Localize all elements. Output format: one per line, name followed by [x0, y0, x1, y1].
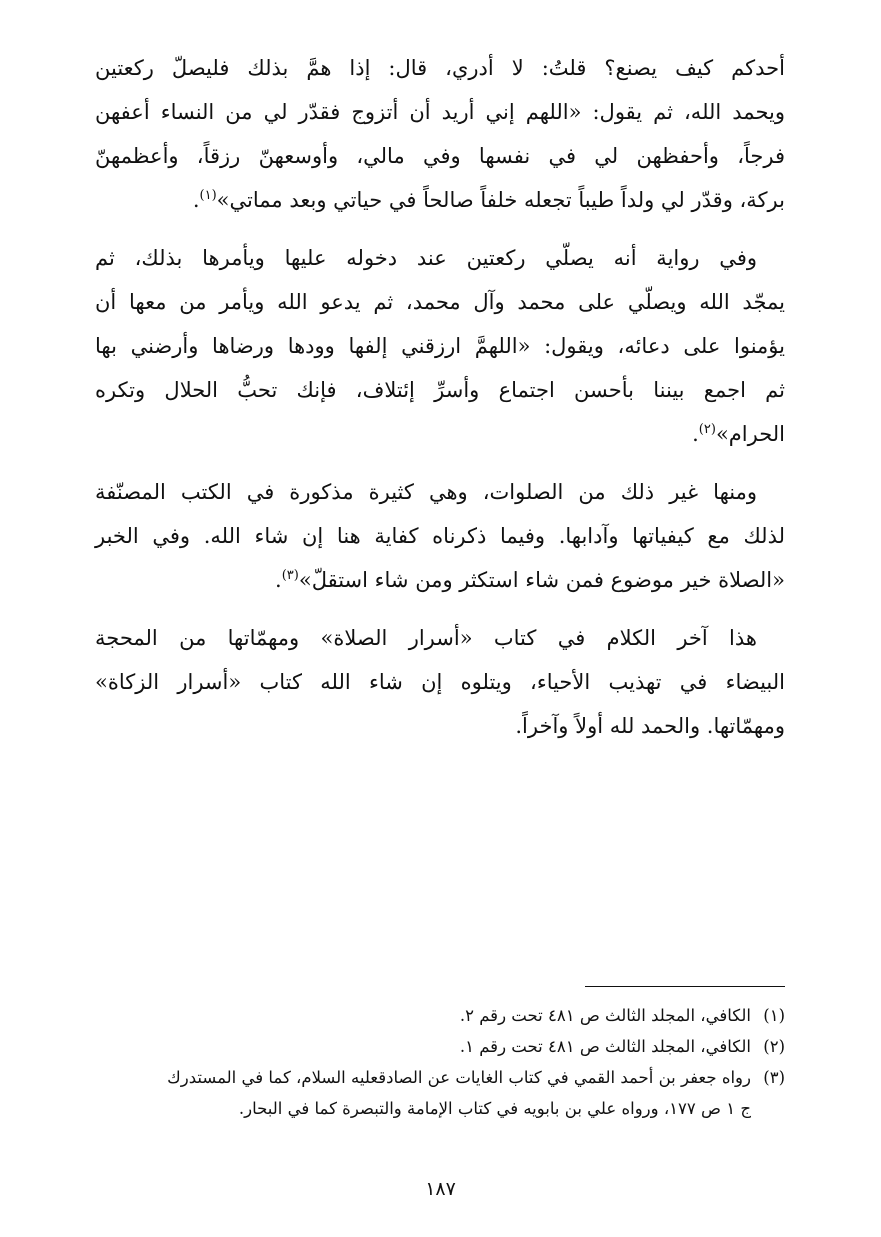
text-fragment: «الصلاة خير موضوع فمن شاء استكثر ومن شاء استقلّ»	[298, 568, 785, 592]
text-fragment: الحرام»	[715, 422, 785, 446]
text-line: فرجاً، وأحفظهن لي في نفسها وفي مالي، وأوسعهنّ رزقاً، وأعظمهنّ	[95, 144, 785, 168]
footnotes	[95, 1000, 785, 1124]
text-line-last: ومهمّاتها. والحمد لله أولاً وآخراً.	[515, 714, 785, 738]
paragraph-1	[95, 46, 785, 222]
main-text	[95, 46, 785, 762]
footnote-text: الكافي، المجلد الثالث ص ٤٨١ تحت رقم ١.	[459, 1037, 751, 1056]
footnote-3-continuation: ج ١ ص ١٧٧، ورواه علي بن بابويه في كتاب الإمامة والتبصرة كما في البحار.	[238, 1099, 751, 1118]
footnote-number: (٢)	[763, 1037, 785, 1056]
paragraph-2	[95, 236, 785, 456]
text-line-last	[95, 178, 785, 222]
footnote-reference-2[interactable]: (٢)	[698, 422, 716, 437]
footnote-number: (١)	[763, 1006, 785, 1025]
footnote-reference-3[interactable]: (٣)	[281, 568, 299, 583]
footnote-2	[95, 1031, 785, 1062]
text-line: ثم اجمع بيننا بأحسن اجتماع وأسرِّ إئتلاف، فإنك تحبُّ الحلال وتكره	[95, 378, 785, 402]
page-number: ١٨٧	[425, 1178, 456, 1200]
sentence-end: .	[692, 422, 699, 446]
paragraph-3	[95, 470, 785, 602]
footnote-text: الكافي، المجلد الثالث ص ٤٨١ تحت رقم ٢.	[459, 1006, 751, 1025]
text-line: يؤمنوا على دعائه، ويقول: «اللهمَّ ارزقني إلفها وودها ورضاها وأرضني بها	[95, 334, 785, 358]
sentence-end: .	[275, 568, 282, 592]
footnote-3	[95, 1062, 785, 1093]
text-line: هذا آخر الكلام في كتاب «أسرار الصلاة» ومهمّاتها من المحجة	[95, 626, 757, 650]
text-line: ويحمد الله، ثم يقول: «اللهم إني أريد أن أتزوج فقدّر لي من النساء أعفهن	[95, 100, 785, 124]
text-line-last	[95, 412, 785, 456]
footnote-text: رواه جعفر بن أحمد القمي في كتاب الغايات عن الصادقعليه السلام، كما في المستدرك	[167, 1068, 751, 1087]
text-line-last	[95, 558, 785, 602]
footnote-divider	[585, 986, 785, 987]
text-line: البيضاء في تهذيب الأحياء، ويتلوه إن شاء الله كتاب «أسرار الزكاة»	[95, 670, 785, 694]
text-line: وفي رواية أنه يصلّي ركعتين عند دخوله عليها ويأمرها بذلك، ثم	[95, 246, 757, 270]
footnote-1	[95, 1000, 785, 1031]
text-fragment: بركة، وقدّر لي ولداً طيباً تجعله خلفاً صالحاً في حياتي وبعد مماتي»	[216, 188, 785, 212]
text-line: لذلك مع كيفياتها وآدابها. وفيما ذكرناه كفاية هنا إن شاء الله. وفي الخبر	[95, 524, 785, 548]
text-line: يمجّد الله ويصلّي على محمد وآل محمد، ثم يدعو الله ويأمر من معها أن	[95, 290, 785, 314]
footnote-reference-1[interactable]: (١)	[199, 188, 217, 203]
sentence-end: .	[192, 188, 200, 212]
text-line: ومنها غير ذلك من الصلوات، وهي كثيرة مذكورة في الكتب المصنّفة	[95, 480, 757, 504]
paragraph-4	[95, 616, 785, 748]
footnote-number: (٣)	[763, 1068, 785, 1087]
text-line: أحدكم كيف يصنع؟ قلتُ: لا أدري، قال: إذا همَّ بذلك فليصلّ ركعتين	[95, 56, 785, 80]
